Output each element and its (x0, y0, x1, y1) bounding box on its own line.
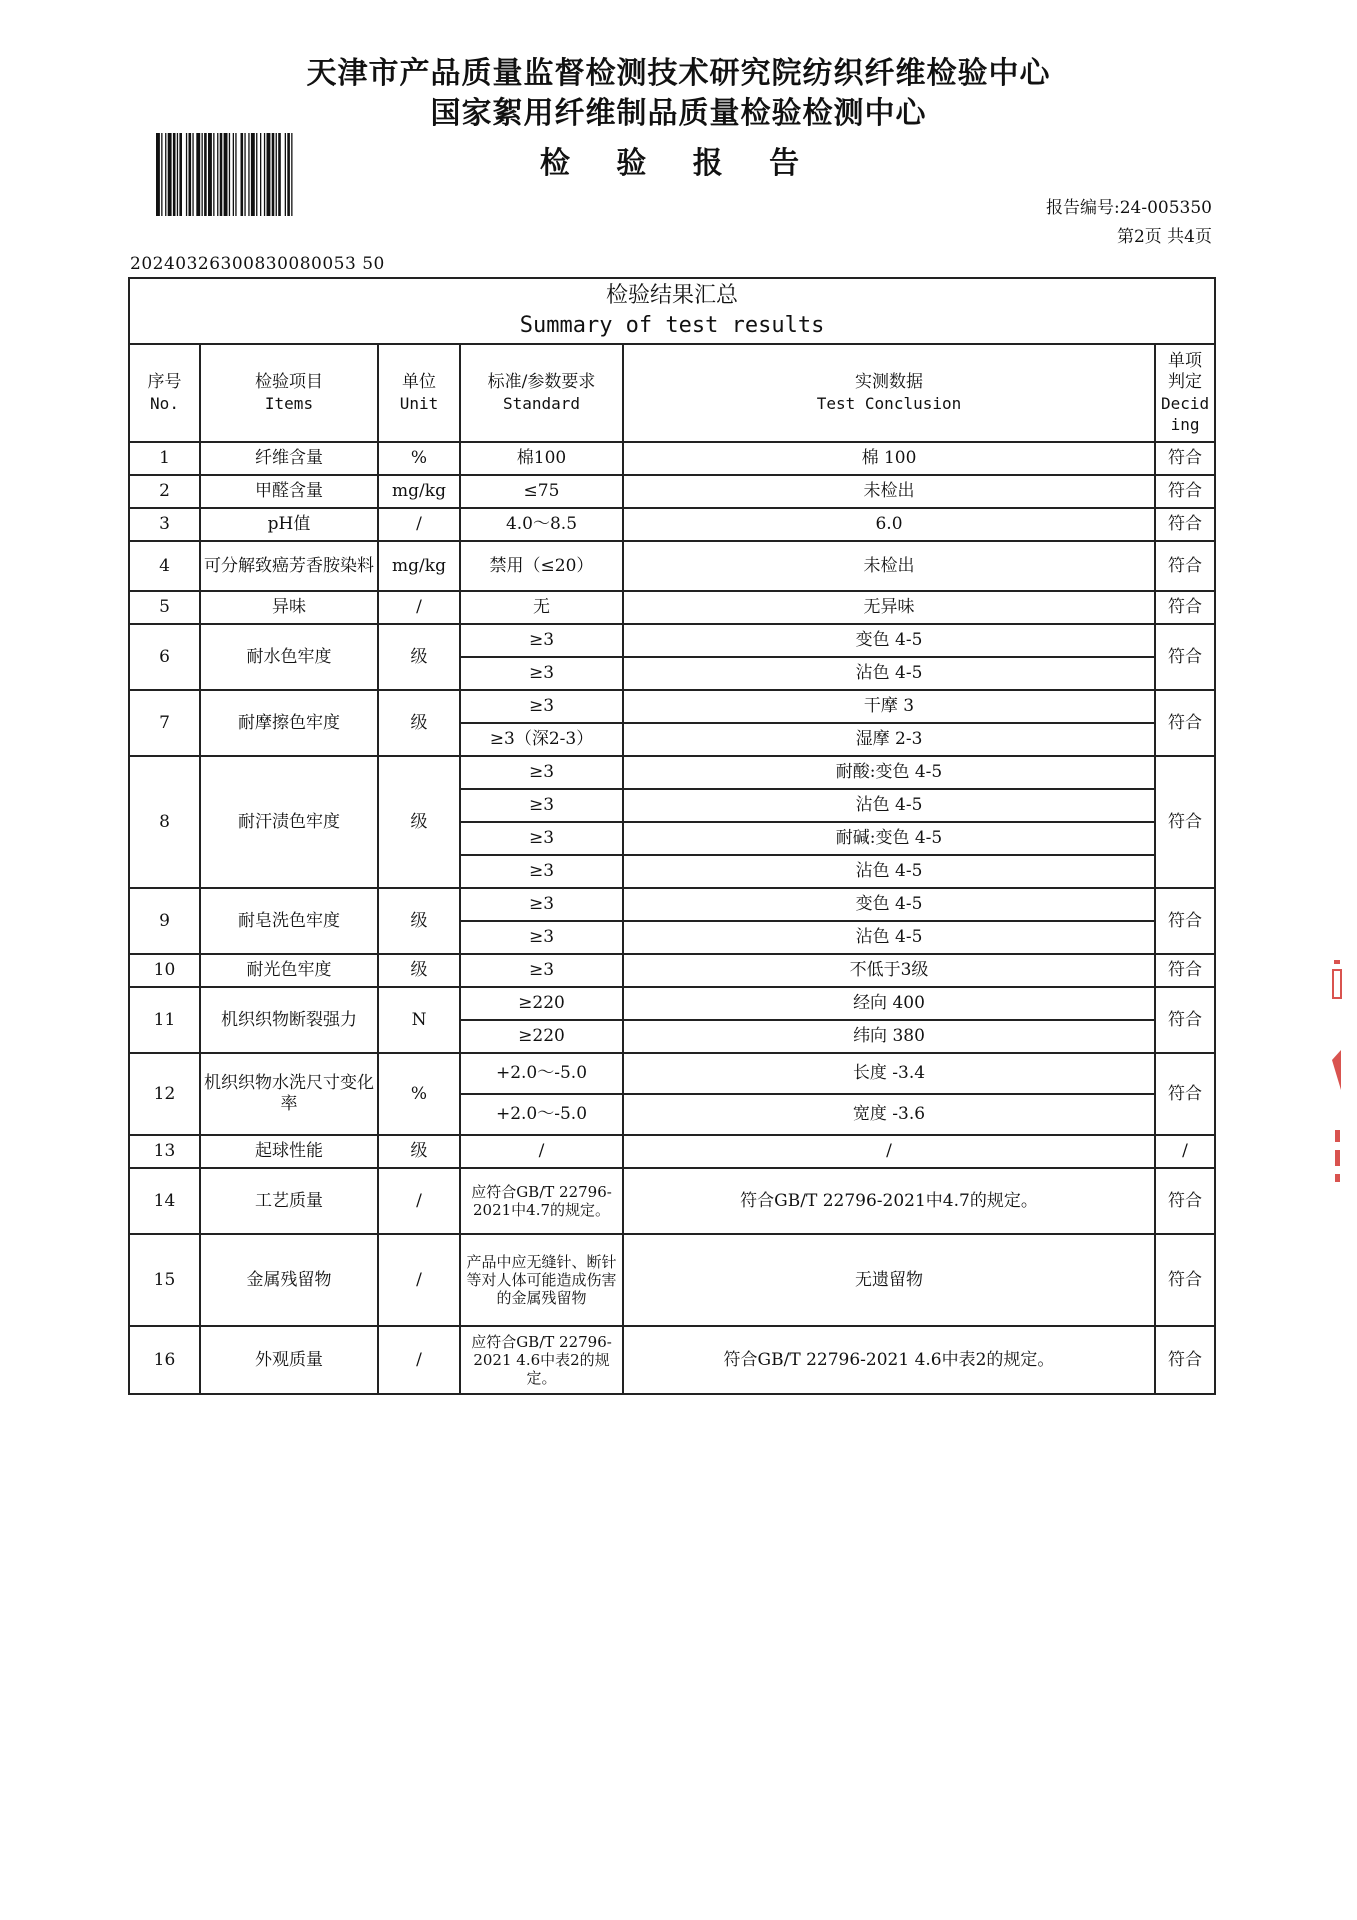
test-result: 宽度 -3.6 (623, 1094, 1155, 1135)
standard-requirement: 应符合GB/T 22796-2021中4.7的规定。 (460, 1168, 623, 1234)
test-result: 变色 4-5 (623, 888, 1155, 921)
table-title-zh: 检验结果汇总 (606, 283, 739, 308)
row-number: 11 (129, 987, 200, 1053)
document-title: 检 验 报 告 (539, 146, 818, 181)
test-result: 纬向 380 (623, 1020, 1155, 1053)
row-number: 5 (129, 591, 200, 624)
standard-requirement: 禁用（≤20） (460, 541, 623, 591)
test-result: 耐碱:变色 4-5 (623, 822, 1155, 855)
test-item: 金属残留物 (200, 1234, 378, 1326)
unit: 级 (378, 1135, 460, 1168)
row-number: 3 (129, 508, 200, 541)
unit: 级 (378, 954, 460, 987)
unit: 级 (378, 888, 460, 954)
unit: / (378, 1234, 460, 1326)
standard-requirement: +2.0～-5.0 (460, 1094, 623, 1135)
test-item: 耐皂洗色牢度 (200, 888, 378, 954)
test-item: 机织织物断裂强力 (200, 987, 378, 1053)
test-item: 可分解致癌芳香胺染料 (200, 541, 378, 591)
decision: 符合 (1155, 1234, 1215, 1326)
table-row (129, 1168, 1215, 1234)
test-result: 无遗留物 (623, 1234, 1155, 1326)
table-row (129, 954, 1215, 987)
unit: / (378, 508, 460, 541)
table-row (129, 1234, 1215, 1326)
test-result: 沾色 4-5 (623, 855, 1155, 888)
test-result: 变色 4-5 (623, 624, 1155, 657)
standard-requirement: 棉100 (460, 442, 623, 475)
col-header-items: 检验项目 Items (200, 344, 378, 442)
table-row (129, 756, 1215, 789)
standard-requirement: ≥3 (460, 855, 623, 888)
row-number: 8 (129, 756, 200, 888)
standard-requirement: ≥3 (460, 921, 623, 954)
test-item: 耐水色牢度 (200, 624, 378, 690)
test-item: 耐光色牢度 (200, 954, 378, 987)
organization-name-line2: 国家絮用纤维制品质量检验检测中心 (430, 96, 927, 131)
test-item: 异味 (200, 591, 378, 624)
test-item: 耐摩擦色牢度 (200, 690, 378, 756)
decision: 符合 (1155, 888, 1215, 954)
decision: 符合 (1155, 954, 1215, 987)
table-row (129, 987, 1215, 1020)
table-row (129, 1053, 1215, 1094)
table-header-row (129, 344, 1215, 442)
organization-name-line1: 天津市产品质量监督检测技术研究院纺织纤维检验中心 (306, 56, 1051, 91)
unit: / (378, 1168, 460, 1234)
test-result: 干摩 3 (623, 690, 1155, 723)
test-item: 耐汗渍色牢度 (200, 756, 378, 888)
row-number: 2 (129, 475, 200, 508)
standard-requirement: ≥3 (460, 822, 623, 855)
test-result: 无异味 (623, 591, 1155, 624)
test-result: 不低于3级 (623, 954, 1155, 987)
standard-requirement: 无 (460, 591, 623, 624)
row-number: 12 (129, 1053, 200, 1135)
row-number: 9 (129, 888, 200, 954)
standard-requirement: ≥3 (460, 690, 623, 723)
test-result: 符合GB/T 22796-2021 4.6中表2的规定。 (623, 1326, 1155, 1394)
test-result: 沾色 4-5 (623, 657, 1155, 690)
decision: 符合 (1155, 475, 1215, 508)
decision: 符合 (1155, 508, 1215, 541)
test-result: 6.0 (623, 508, 1155, 541)
test-item: pH值 (200, 508, 378, 541)
decision: / (1155, 1135, 1215, 1168)
table-row (129, 888, 1215, 921)
standard-requirement: / (460, 1135, 623, 1168)
standard-requirement: ≥3 (460, 789, 623, 822)
col-header-no: 序号 No. (129, 344, 200, 442)
results-summary-table (128, 277, 1216, 1395)
table-row (129, 442, 1215, 475)
standard-requirement: ≥220 (460, 987, 623, 1020)
standard-requirement: ≥3 (460, 888, 623, 921)
row-number: 13 (129, 1135, 200, 1168)
unit: 级 (378, 756, 460, 888)
decision: 符合 (1155, 690, 1215, 756)
unit: mg/kg (378, 475, 460, 508)
table-title (129, 278, 1215, 344)
col-header-unit: 单位 Unit (378, 344, 460, 442)
row-number: 6 (129, 624, 200, 690)
test-item: 甲醛含量 (200, 475, 378, 508)
row-number: 4 (129, 541, 200, 591)
row-number: 15 (129, 1234, 200, 1326)
table-row (129, 475, 1215, 508)
test-item: 工艺质量 (200, 1168, 378, 1234)
table-row (129, 624, 1215, 657)
decision: 符合 (1155, 1053, 1215, 1135)
standard-requirement: ≥3 (460, 624, 623, 657)
test-result: 沾色 4-5 (623, 921, 1155, 954)
table-row (129, 690, 1215, 723)
unit: N (378, 987, 460, 1053)
test-result: 未检出 (623, 475, 1155, 508)
unit: % (378, 1053, 460, 1135)
table-row (129, 1135, 1215, 1168)
table-row (129, 591, 1215, 624)
standard-requirement: ≥3 (460, 954, 623, 987)
unit: / (378, 1326, 460, 1394)
test-item: 纤维含量 (200, 442, 378, 475)
table-title-en: Summary of test results (519, 313, 825, 338)
stamp-edge-marks (1329, 960, 1347, 1200)
decision: 符合 (1155, 1326, 1215, 1394)
decision: 符合 (1155, 442, 1215, 475)
unit: mg/kg (378, 541, 460, 591)
test-result: 经向 400 (623, 987, 1155, 1020)
table-row (129, 541, 1215, 591)
row-number: 14 (129, 1168, 200, 1234)
report-number: 报告编号:24-005350 (1046, 198, 1212, 218)
test-result: 符合GB/T 22796-2021中4.7的规定。 (623, 1168, 1155, 1234)
test-item: 外观质量 (200, 1326, 378, 1394)
test-result: 湿摩 2-3 (623, 723, 1155, 756)
table-row (129, 1326, 1215, 1394)
test-result: 耐酸:变色 4-5 (623, 756, 1155, 789)
decision: 符合 (1155, 987, 1215, 1053)
report-serial-number: 20240326300830080053 50 (130, 254, 385, 274)
standard-requirement: +2.0～-5.0 (460, 1053, 623, 1094)
standard-requirement: ≤75 (460, 475, 623, 508)
unit: / (378, 591, 460, 624)
standard-requirement: ≥3 (460, 756, 623, 789)
standard-requirement: ≥220 (460, 1020, 623, 1053)
standard-requirement: 4.0～8.5 (460, 508, 623, 541)
col-header-test-conclusion: 实测数据 Test Conclusion (623, 344, 1155, 442)
test-item: 起球性能 (200, 1135, 378, 1168)
standard-requirement: ≥3 (460, 657, 623, 690)
test-result: 未检出 (623, 541, 1155, 591)
table-row (129, 508, 1215, 541)
row-number: 16 (129, 1326, 200, 1394)
standard-requirement: ≥3（深2-3） (460, 723, 623, 756)
barcode-image (156, 133, 350, 216)
decision: 符合 (1155, 541, 1215, 591)
test-result: 沾色 4-5 (623, 789, 1155, 822)
decision: 符合 (1155, 591, 1215, 624)
row-number: 1 (129, 442, 200, 475)
col-header-deciding: 单项 判定 Decid ing (1155, 344, 1215, 442)
row-number: 10 (129, 954, 200, 987)
unit: 级 (378, 624, 460, 690)
row-number: 7 (129, 690, 200, 756)
unit: % (378, 442, 460, 475)
test-result: / (623, 1135, 1155, 1168)
decision: 符合 (1155, 756, 1215, 888)
page-indicator: 第2页 共4页 (1116, 227, 1212, 247)
test-item: 机织织物水洗尺寸变化率 (200, 1053, 378, 1135)
decision: 符合 (1155, 624, 1215, 690)
unit: 级 (378, 690, 460, 756)
decision: 符合 (1155, 1168, 1215, 1234)
test-result: 棉 100 (623, 442, 1155, 475)
standard-requirement: 应符合GB/T 22796-2021 4.6中表2的规定。 (460, 1326, 623, 1394)
standard-requirement: 产品中应无缝针、断针等对人体可能造成伤害的金属残留物 (460, 1234, 623, 1326)
col-header-standard: 标准/参数要求 Standard (460, 344, 623, 442)
test-result: 长度 -3.4 (623, 1053, 1155, 1094)
